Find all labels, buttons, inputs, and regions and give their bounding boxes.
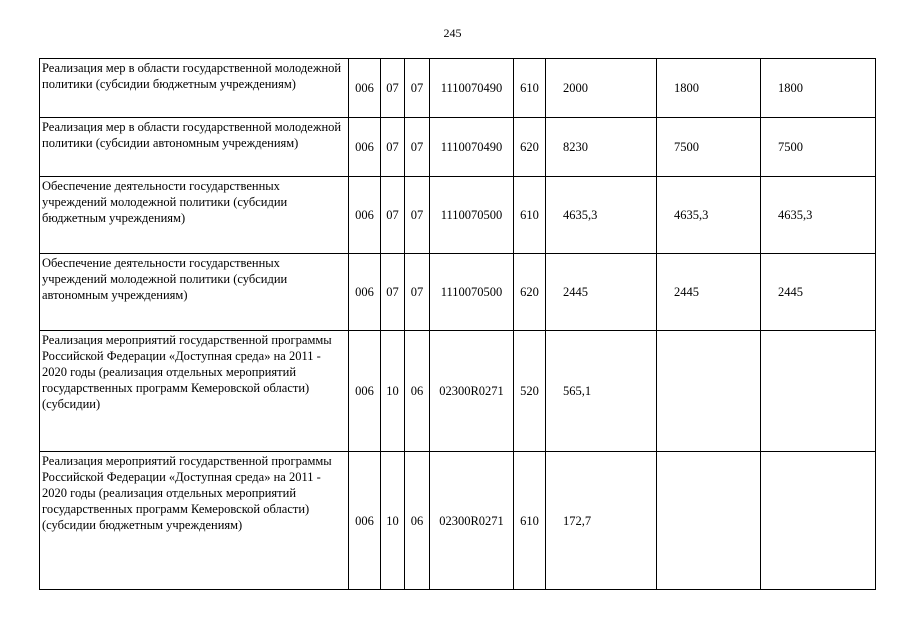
expense-type-cell: 610 [514, 177, 546, 254]
subsection-code-cell: 07 [405, 118, 430, 177]
expense-type-cell: 620 [514, 254, 546, 331]
subsection-code-cell: 06 [405, 331, 430, 452]
section-code-cell: 07 [381, 59, 405, 118]
amount-3-cell: 1800 [761, 59, 876, 118]
section-code-cell: 10 [381, 331, 405, 452]
target-article-cell: 02300R0271 [430, 331, 514, 452]
target-article-cell: 1110070490 [430, 59, 514, 118]
amount-1-cell: 2000 [546, 59, 657, 118]
amount-1-cell: 8230 [546, 118, 657, 177]
amount-2-cell: 1800 [657, 59, 761, 118]
description-cell: Реализация мер в области государственной молодежной политики (субсидии бюджетным учреждениям) [40, 59, 349, 118]
description-cell: Реализация мер в области государственной молодежной политики (субсидии автономным учреждениям) [40, 118, 349, 177]
section-code-cell: 07 [381, 254, 405, 331]
description-cell: Реализация мероприятий государственной программы Российской Федерации «Доступная среда» на 2011 - 2020 годы (реализация отдельных мероприятий государственных программ Кемеровской области) (субсидии) [40, 331, 349, 452]
description-cell: Обеспечение деятельности государственных учреждений молодежной политики (субсидии автономным учреждениям) [40, 254, 349, 331]
amount-3-cell [761, 452, 876, 590]
amount-1-cell: 4635,3 [546, 177, 657, 254]
target-article-cell: 1110070500 [430, 177, 514, 254]
budget-table [39, 58, 876, 590]
section-code-cell: 10 [381, 452, 405, 590]
table-row [40, 452, 876, 590]
target-article-cell: 02300R0271 [430, 452, 514, 590]
amount-2-cell: 2445 [657, 254, 761, 331]
page-number: 245 [443, 26, 462, 40]
target-article-cell: 1110070490 [430, 118, 514, 177]
amount-1-cell: 565,1 [546, 331, 657, 452]
amount-2-cell [657, 452, 761, 590]
table-row [40, 331, 876, 452]
amount-2-cell: 4635,3 [657, 177, 761, 254]
ministry-code-cell: 006 [349, 177, 381, 254]
subsection-code-cell: 06 [405, 452, 430, 590]
table-row [40, 59, 876, 118]
amount-2-cell [657, 331, 761, 452]
subsection-code-cell: 07 [405, 177, 430, 254]
ministry-code-cell: 006 [349, 254, 381, 331]
target-article-cell: 1110070500 [430, 254, 514, 331]
section-code-cell: 07 [381, 177, 405, 254]
amount-2-cell: 7500 [657, 118, 761, 177]
amount-1-cell: 172,7 [546, 452, 657, 590]
description-cell: Реализация мероприятий государственной программы Российской Федерации «Доступная среда» на 2011 - 2020 годы (реализация отдельных мероприятий государственных программ Кемеровской области) (субсидии бюджетным учреждениям) [40, 452, 349, 590]
ministry-code-cell: 006 [349, 452, 381, 590]
subsection-code-cell: 07 [405, 254, 430, 331]
section-code-cell: 07 [381, 118, 405, 177]
expense-type-cell: 610 [514, 452, 546, 590]
expense-type-cell: 620 [514, 118, 546, 177]
ministry-code-cell: 006 [349, 118, 381, 177]
amount-3-cell: 4635,3 [761, 177, 876, 254]
table-row [40, 177, 876, 254]
table-row [40, 254, 876, 331]
subsection-code-cell: 07 [405, 59, 430, 118]
expense-type-cell: 520 [514, 331, 546, 452]
expense-type-cell: 610 [514, 59, 546, 118]
amount-3-cell [761, 331, 876, 452]
amount-3-cell: 2445 [761, 254, 876, 331]
description-cell: Обеспечение деятельности государственных учреждений молодежной политики (субсидии бюджетным учреждениям) [40, 177, 349, 254]
amount-3-cell: 7500 [761, 118, 876, 177]
ministry-code-cell: 006 [349, 59, 381, 118]
table-row [40, 118, 876, 177]
ministry-code-cell: 006 [349, 331, 381, 452]
amount-1-cell: 2445 [546, 254, 657, 331]
